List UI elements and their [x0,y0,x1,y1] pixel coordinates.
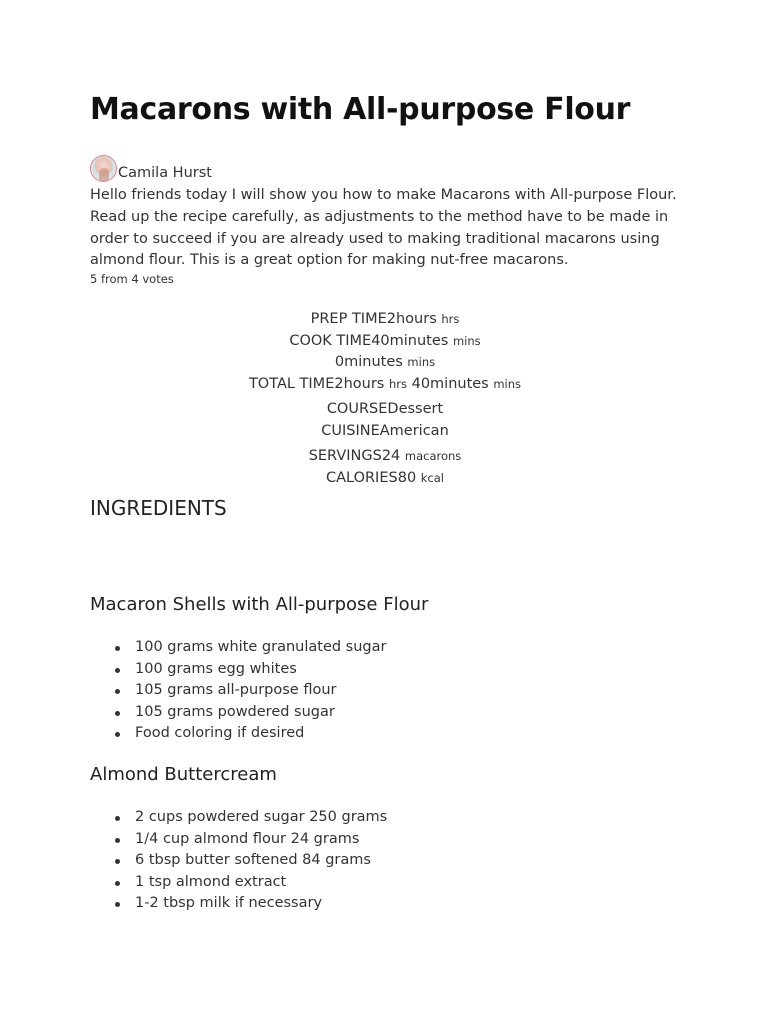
ingredient-item: 100 grams white granulated sugar [90,637,386,659]
total-time-row [90,374,680,396]
prep-time-unit: hrs [441,312,460,326]
ingredient-list [90,637,386,745]
cook-time-label: COOK TIME [289,332,372,349]
total-time-minutes-unit: mins [493,376,522,391]
ingredient-group-heading: Almond Buttercream [90,764,277,785]
ingredient-item: 105 grams all-purpose flour [90,680,386,702]
total-time-hours-value: 2hours [334,375,385,392]
servings-unit: macarons [404,449,462,463]
course-label: COURSE [326,401,388,417]
course-row [90,399,680,421]
recipe-meta [90,309,680,489]
recipe-rating: 5 from 4 votes [90,272,174,286]
cuisine-row [90,421,680,443]
servings-value: 24 [381,448,401,464]
ingredient-item: 105 grams powdered sugar [90,702,386,724]
calories-unit: kcal [420,470,445,485]
extra-time-row [90,352,680,374]
total-time-label: TOTAL TIME [248,375,335,392]
calories-value: 80 [397,469,417,486]
servings-row [90,446,680,468]
cook-time-unit: mins [452,333,481,348]
recipe-intro: Hello friends today I will show you how to make Macarons with All-purpose Flour. Read up the recipe carefully, as adjustments to the method have to be made in order to succeed if you are already used to making traditional macarons using almond flour. This is a great option for making nut-free macarons. [90,187,677,269]
prep-time-row [90,309,680,331]
cook-time-row [90,331,680,353]
extra-time-value: 0minutes [334,354,403,370]
extra-time-unit: mins [407,355,436,369]
total-time-hours-unit: hrs [388,376,407,391]
author-name[interactable]: Camila Hurst [118,165,212,181]
recipe-title: Macarons with All-purpose Flour [90,92,631,127]
cuisine-value: American [379,422,449,439]
ingredient-item: Food coloring if desired [90,723,386,745]
author-avatar-icon[interactable] [90,155,117,182]
author-row [90,152,212,182]
cuisine-label: CUISINE [321,422,380,439]
prep-time-label: PREP TIME [310,311,387,327]
course-value: Dessert [387,401,444,417]
servings-label: SERVINGS [308,448,382,464]
ingredient-item: 1-2 tbsp milk if necessary [90,893,387,915]
ingredient-item: 1/4 cup almond flour 24 grams [90,829,387,851]
ingredient-item: 2 cups powdered sugar 250 grams [90,807,387,829]
ingredient-group-heading: Macaron Shells with All-purpose Flour [90,594,429,615]
ingredient-list [90,807,387,915]
calories-label: CALORIES [325,469,398,486]
ingredient-item: 100 grams egg whites [90,659,386,681]
total-time-minutes-value: 40minutes [411,375,489,392]
ingredient-item: 6 tbsp butter softened 84 grams [90,850,387,872]
cook-time-value: 40minutes [371,332,449,349]
ingredients-heading: INGREDIENTS [90,496,227,520]
prep-time-value: 2hours [386,311,437,327]
ingredient-item: 1 tsp almond extract [90,872,387,894]
calories-row [90,468,680,490]
